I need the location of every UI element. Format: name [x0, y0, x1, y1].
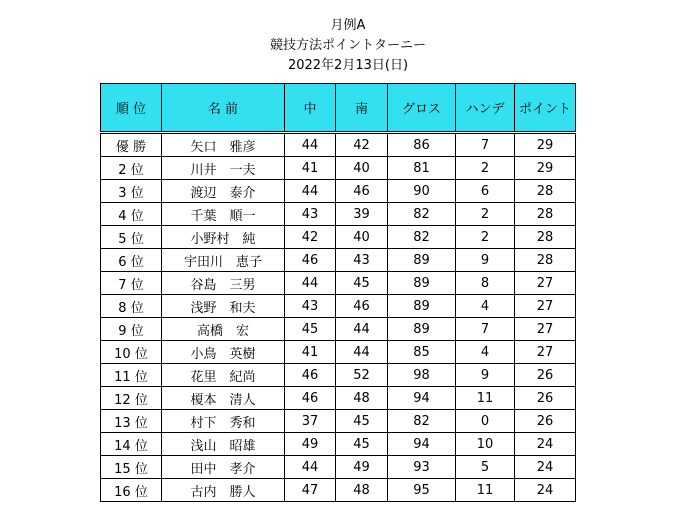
mid-score-cell: 41 — [285, 157, 336, 180]
mid-score-cell: 41 — [285, 341, 336, 364]
rank-cell: 8 位 — [101, 295, 162, 318]
south-score-cell: 52 — [336, 364, 388, 387]
handicap-cell: 4 — [456, 295, 515, 318]
handicap-cell: 11 — [456, 479, 515, 502]
gross-score-cell: 89 — [388, 295, 456, 318]
points-cell: 24 — [515, 456, 576, 479]
table-row — [101, 479, 576, 502]
name-cell: 古内 勝人 — [162, 479, 285, 502]
south-score-cell: 45 — [336, 272, 388, 295]
south-score-cell: 40 — [336, 226, 388, 249]
mid-score-cell: 44 — [285, 456, 336, 479]
south-score-cell: 45 — [336, 433, 388, 456]
gross-score-cell: 89 — [388, 318, 456, 341]
rank-cell: 5 位 — [101, 226, 162, 249]
name-cell: 高橋 宏 — [162, 318, 285, 341]
south-score-cell: 48 — [336, 387, 388, 410]
gross-score-cell: 86 — [388, 133, 456, 157]
name-cell: 千葉 順一 — [162, 203, 285, 226]
rank-cell: 3 位 — [101, 180, 162, 203]
document-header — [0, 16, 696, 76]
mid-score-cell: 45 — [285, 318, 336, 341]
table-row — [101, 226, 576, 249]
table-row — [101, 203, 576, 226]
column-header-mid: 中 — [285, 84, 336, 133]
competition-title: 月例A — [330, 18, 366, 33]
mid-score-cell: 43 — [285, 295, 336, 318]
points-cell: 27 — [515, 318, 576, 341]
name-cell: 川井 一夫 — [162, 157, 285, 180]
name-cell: 田中 孝介 — [162, 456, 285, 479]
name-cell: 谷島 三男 — [162, 272, 285, 295]
table-row — [101, 318, 576, 341]
results-body — [101, 133, 576, 502]
gross-score-cell: 94 — [388, 387, 456, 410]
gross-score-cell: 93 — [388, 456, 456, 479]
handicap-cell: 4 — [456, 341, 515, 364]
mid-score-cell: 44 — [285, 133, 336, 157]
gross-score-cell: 82 — [388, 203, 456, 226]
gross-score-cell: 89 — [388, 272, 456, 295]
handicap-cell: 7 — [456, 318, 515, 341]
handicap-cell: 5 — [456, 456, 515, 479]
column-header-rank: 順 位 — [101, 84, 162, 133]
table-row — [101, 133, 576, 157]
south-score-cell: 39 — [336, 203, 388, 226]
mid-score-cell: 46 — [285, 387, 336, 410]
south-score-cell: 46 — [336, 180, 388, 203]
column-header-gross: グロス — [388, 84, 456, 133]
rank-cell: 11 位 — [101, 364, 162, 387]
competition-date: 2022年2月13日(日) — [287, 58, 409, 73]
name-cell: 村下 秀和 — [162, 410, 285, 433]
south-score-cell: 42 — [336, 133, 388, 157]
mid-score-cell: 37 — [285, 410, 336, 433]
south-score-cell: 45 — [336, 410, 388, 433]
table-row — [101, 364, 576, 387]
points-cell: 26 — [515, 387, 576, 410]
handicap-cell: 11 — [456, 387, 515, 410]
rank-cell: 12 位 — [101, 387, 162, 410]
column-header-name: 名 前 — [162, 84, 285, 133]
gross-score-cell: 82 — [388, 226, 456, 249]
rank-cell: 13 位 — [101, 410, 162, 433]
table-row — [101, 433, 576, 456]
name-cell: 花里 紀尚 — [162, 364, 285, 387]
table-row — [101, 341, 576, 364]
gross-score-cell: 85 — [388, 341, 456, 364]
rank-cell: 6 位 — [101, 249, 162, 272]
table-row — [101, 180, 576, 203]
column-header-south: 南 — [336, 84, 388, 133]
table-row — [101, 157, 576, 180]
south-score-cell: 49 — [336, 456, 388, 479]
points-cell: 26 — [515, 364, 576, 387]
name-cell: 宇田川 恵子 — [162, 249, 285, 272]
rank-cell: 7 位 — [101, 272, 162, 295]
handicap-cell: 0 — [456, 410, 515, 433]
gross-score-cell: 89 — [388, 249, 456, 272]
table-row — [101, 410, 576, 433]
rank-cell: 9 位 — [101, 318, 162, 341]
mid-score-cell: 46 — [285, 364, 336, 387]
name-cell: 榎本 清人 — [162, 387, 285, 410]
points-cell: 24 — [515, 433, 576, 456]
rank-cell: 優 勝 — [101, 133, 162, 157]
rank-cell: 14 位 — [101, 433, 162, 456]
table-row — [101, 456, 576, 479]
points-cell: 29 — [515, 133, 576, 157]
mid-score-cell: 46 — [285, 249, 336, 272]
mid-score-cell: 42 — [285, 226, 336, 249]
south-score-cell: 44 — [336, 341, 388, 364]
handicap-cell: 6 — [456, 180, 515, 203]
table-row — [101, 272, 576, 295]
name-cell: 小鳥 英樹 — [162, 341, 285, 364]
name-cell: 矢口 雅彦 — [162, 133, 285, 157]
south-score-cell: 44 — [336, 318, 388, 341]
gross-score-cell: 95 — [388, 479, 456, 502]
handicap-cell: 9 — [456, 249, 515, 272]
rank-cell: 15 位 — [101, 456, 162, 479]
table-row — [101, 387, 576, 410]
points-cell: 27 — [515, 295, 576, 318]
rank-cell: 10 位 — [101, 341, 162, 364]
column-header-handicap: ハンデ — [456, 84, 515, 133]
name-cell: 浅野 和夫 — [162, 295, 285, 318]
gross-score-cell: 90 — [388, 180, 456, 203]
points-cell: 27 — [515, 272, 576, 295]
points-cell: 27 — [515, 341, 576, 364]
handicap-cell: 2 — [456, 157, 515, 180]
handicap-cell: 8 — [456, 272, 515, 295]
gross-score-cell: 82 — [388, 410, 456, 433]
points-cell: 26 — [515, 410, 576, 433]
points-cell: 28 — [515, 203, 576, 226]
handicap-cell: 10 — [456, 433, 515, 456]
gross-score-cell: 98 — [388, 364, 456, 387]
column-header-points: ポイント — [515, 84, 576, 133]
south-score-cell: 48 — [336, 479, 388, 502]
table-row — [101, 295, 576, 318]
name-cell: 浅山 昭雄 — [162, 433, 285, 456]
table-row — [101, 249, 576, 272]
table-header-row — [101, 84, 576, 133]
mid-score-cell: 44 — [285, 180, 336, 203]
handicap-cell: 2 — [456, 203, 515, 226]
points-cell: 29 — [515, 157, 576, 180]
handicap-cell: 7 — [456, 133, 515, 157]
handicap-cell: 2 — [456, 226, 515, 249]
competition-format: 競技方法ポイントターニー — [269, 38, 426, 53]
south-score-cell: 40 — [336, 157, 388, 180]
mid-score-cell: 47 — [285, 479, 336, 502]
points-cell: 24 — [515, 479, 576, 502]
rank-cell: 2 位 — [101, 157, 162, 180]
handicap-cell: 9 — [456, 364, 515, 387]
name-cell: 渡辺 泰介 — [162, 180, 285, 203]
rank-cell: 4 位 — [101, 203, 162, 226]
mid-score-cell: 44 — [285, 272, 336, 295]
mid-score-cell: 49 — [285, 433, 336, 456]
gross-score-cell: 81 — [388, 157, 456, 180]
rank-cell: 16 位 — [101, 479, 162, 502]
name-cell: 小野村 純 — [162, 226, 285, 249]
south-score-cell: 43 — [336, 249, 388, 272]
gross-score-cell: 94 — [388, 433, 456, 456]
mid-score-cell: 43 — [285, 203, 336, 226]
results-table — [100, 83, 576, 502]
points-cell: 28 — [515, 226, 576, 249]
points-cell: 28 — [515, 180, 576, 203]
points-cell: 28 — [515, 249, 576, 272]
south-score-cell: 46 — [336, 295, 388, 318]
